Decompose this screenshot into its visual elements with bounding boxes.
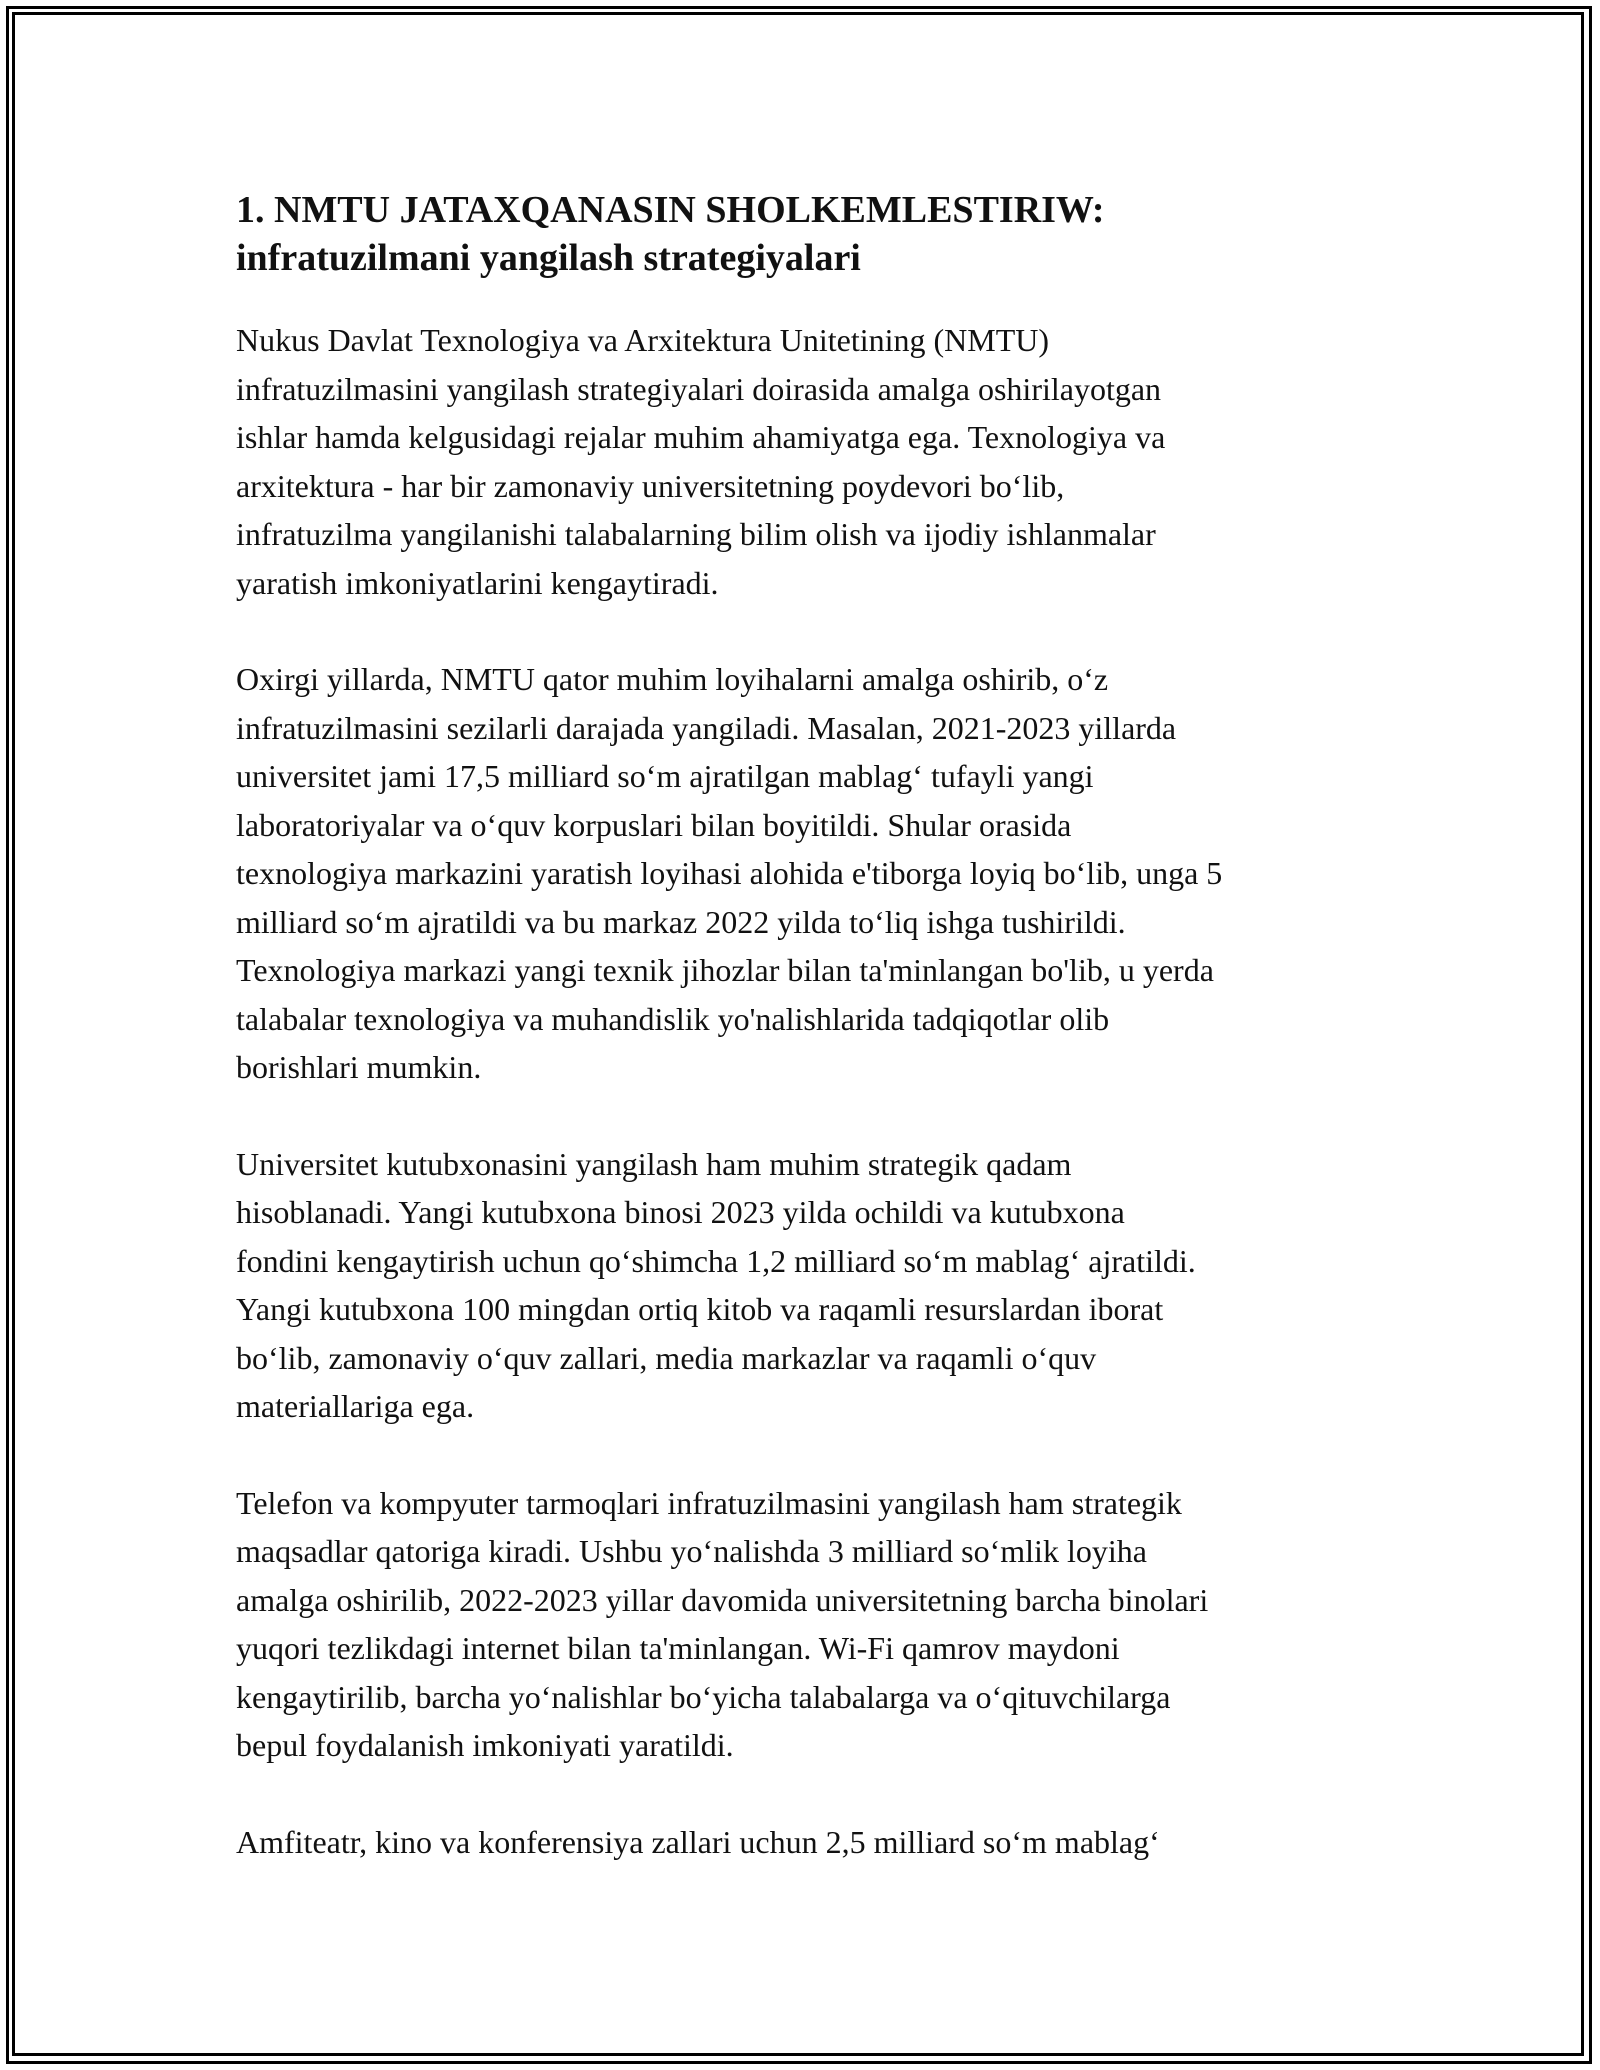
text-line: yuqori tezlikdagi internet bilan ta'minlangan. Wi-Fi qamrov maydoni [236,1630,1120,1666]
text-line: boʻlib, zamonaviy oʻquv zallari, media markazlar va raqamli oʻquv [236,1339,1097,1376]
text-line: talabalar texnologiya va muhandislik yo'nalishlarida tadqiqotlar olib [236,1000,1110,1037]
text-line: infratuzilmasini sezilarli darajada yangiladi. Masalan, 2021-2023 yillarda [236,709,1177,746]
text-line: Universitet kutubxonasini yangilash ham muhim strategik qadam [236,1145,1072,1182]
text-line: Nukus Davlat Texnologiya va Arxitektura Unitetining (NMTU) [236,322,1050,358]
paragraph-list [236,316,1366,1866]
section-heading-line-2: infratuzilmani yangilash strategiyalari [236,237,861,279]
text-line: universitet jami 17,5 milliard soʻm ajratilgan mablagʻ tufayli yangi [236,758,1094,794]
text-line: Texnologiya markazi yangi texnik jihozlar bilan ta'minlangan bo'lib, u yerda [236,952,1214,988]
text-line: Yangi kutubxona 100 mingdan ortiq kitob va raqamli resurslardan iborat [236,1291,1164,1327]
text-line: materiallariga ega. [236,1388,475,1424]
text-line: ishlar hamda kelgusidagi rejalar muhim ahamiyatga ega. Texnologiya va [236,419,1166,455]
paragraph-3 [236,1140,1366,1431]
document-body [236,186,1366,1914]
text-line: yaratish imkoniyatlarini kengaytiradi. [236,564,719,601]
text-line: maqsadlar qatoriga kiradi. Ushbu yoʻnalishda 3 milliard soʻmlik loyiha [236,1533,1147,1569]
paragraph-1 [236,316,1366,607]
text-line: texnologiya markazini yaratish loyihasi alohida e'tiborga loyiq boʻlib, unga 5 [236,855,1223,891]
text-line: amalga oshirilib, 2022-2023 yillar davomida universitetning barcha binolari [236,1581,1209,1618]
text-line: Amfiteatr, kino va konferensiya zallari uchun 2,5 milliard soʻm mablagʻ [236,1823,1160,1860]
text-line: kengaytirilib, barcha yoʻnalishlar boʻyicha talabalarga va oʻqituvchilarga [236,1678,1171,1715]
text-line: laboratoriyalar va oʻquv korpuslari bilan boyitildi. Shular orasida [236,806,1072,843]
text-line: infratuzilmasini yangilash strategiyalari doirasida amalga oshirilayotgan [236,370,1162,407]
text-line: arxitektura - har bir zamonaviy universitetning poydevori boʻlib, [236,467,1065,504]
text-line: bepul foydalanish imkoniyati yaratildi. [236,1727,734,1763]
paragraph-2 [236,655,1366,1092]
paragraph-4 [236,1479,1366,1770]
section-heading-line-1: 1. NMTU JATAXQANASIN SHOLKEMLESTIRIW: [236,189,1105,231]
text-line: Telefon va kompyuter tarmoqlari infratuzilmasini yangilash ham strategik [236,1484,1182,1521]
text-line: fondini kengaytirish uchun qoʻshimcha 1,2 milliard soʻm mablagʻ ajratildi. [236,1242,1196,1279]
text-line: infratuzilma yangilanishi talabalarning bilim olish va ijodiy ishlanmalar [236,516,1156,552]
text-line: hisoblanadi. Yangi kutubxona binosi 2023 yilda ochildi va kutubxona [236,1194,1125,1230]
text-line: milliard soʻm ajratildi va bu markaz 2022 yilda toʻliq ishga tushirildi. [236,903,1126,940]
paragraph-5 [236,1818,1366,1867]
text-line: Oxirgi yillarda, NMTU qator muhim loyihalarni amalga oshirib, oʻz [236,661,1109,697]
text-line: borishlari mumkin. [236,1049,482,1085]
section-heading [236,186,1366,282]
